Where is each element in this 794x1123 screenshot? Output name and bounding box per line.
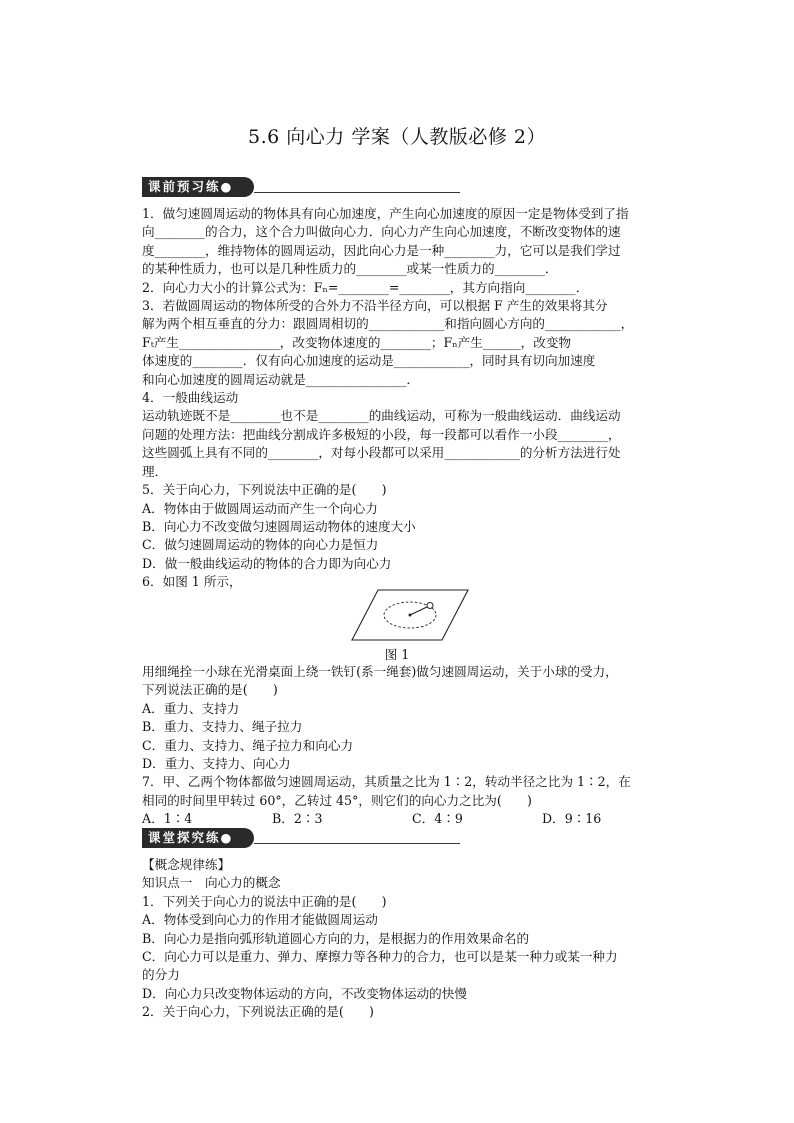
text-line: 6．如图 1 所示， [142,574,242,590]
figure-caption: 图 1 [384,647,410,662]
text-line: 1．做匀速圆周运动的物体具有向心加速度，产生向心加速度的原因一定是物体受到了指 [142,206,629,221]
text-line: 的某种性质力，也可以是几种性质力的________或某一性质力的________． [142,261,558,277]
section-label: 课堂探究练● [142,828,254,848]
text-line: 2．关于向心力，下列说法正确的是( ) [142,1004,374,1020]
text-line: 解为两个相互垂直的分力：跟圆周相切的____________和指向圆心方向的____________， [142,316,634,332]
text-line: 3．若做圆周运动的物体所受的合外力不沿半径方向，可以根据 F 产生的效果将其分 [142,298,608,314]
text-line: 理． [142,463,168,479]
text-line: 【概念规律练】 [142,857,231,872]
text-line: C．重力、支持力、绳子拉力和向心力 [142,737,354,753]
option-a: A．1∶4 [142,811,193,827]
text-line: 7．甲、乙两个物体都做匀速圆周运动，其质量之比为 1∶2，转动半径之比为 1∶2，在 [142,774,631,790]
text-line: 下列说法正确的是( ) [142,682,278,698]
text-line: B．重力、支持力、绳子拉力 [142,719,303,735]
text-line: B．向心力不改变做匀速圆周运动物体的速度大小 [142,518,416,534]
classroom-questions [142,856,682,1022]
text-line: D．重力、支持力、向心力 [142,756,291,772]
text-line: 相同的时间里甲转过 60°，乙转过 45°，则它们的向心力之比为( ) [142,792,532,808]
text-line: 度________，维持物体的圆周运动，因此向心力是一种________力，它可以是我们学过 [142,242,621,258]
text-line: 的分力 [142,967,180,983]
section-divider [254,192,460,193]
ball [427,603,433,609]
text-line: 4．一般曲线运动 [142,390,239,406]
page-title: 5.6 向心力 学案（人教版必修 2） [248,126,546,148]
text-line: Fₜ产生________________，改变物体速度的________；Fₙ产生______，改变物 [142,334,572,350]
text-line: 体速度的________．仅有向心加速度的运动是____________，同时具有切向加速度 [142,353,596,369]
text-line: 5．关于向心力，下列说法中正确的是( ) [142,482,387,498]
section-header-classroom [142,828,460,848]
string-line [410,606,429,615]
text-line: 2．向心力大小的计算公式为：Fₙ=________=________，其方向指向________． [142,279,589,295]
text-line: 这些圆弧上具有不同的________，对每小段都可以采用____________的分析方法进行处 [142,445,621,461]
text-line: C．向心力可以是重力、弹力、摩擦力等各种力的合力，也可以是某一种力或某一种力 [142,949,618,965]
text-line: A．重力、支持力 [142,700,240,716]
nail-point [409,614,412,617]
q7-options [142,810,682,828]
preview-questions-part1 [142,205,682,592]
section-divider [254,843,460,844]
text-line: 运动轨迹既不是________也不是________的曲线运动，可称为一般曲线运动．曲线运动 [142,408,621,424]
text-line: 1．下列关于向心力的说法中正确的是( ) [142,893,387,909]
option-c: C．4∶9 [412,811,463,827]
option-b: B．2∶3 [272,811,323,827]
option-d: D．9∶16 [542,811,602,827]
text-line: 和向心加速度的圆周运动就是________________． [142,371,420,387]
text-line: 问题的处理方法：把曲线分割成许多极短的小段，每一段都可以看作一小段________， [142,426,621,442]
text-line: A．物体由于做圆周运动而产生一个向心力 [142,500,378,516]
section-label: 课前预习练● [142,177,254,197]
preview-questions-part2 [142,663,682,829]
text-line: 知识点一 向心力的概念 [142,875,281,891]
text-line: C．做匀速圆周运动的物体的向心力是恒力 [142,537,379,553]
text-line: D．向心力只改变物体运动的方向，不改变物体运动的快慢 [142,985,467,1001]
section-header-preview [142,177,460,197]
text-line: B．向心力是指向弧形轨道圆心方向的力，是根据力的作用效果命名的 [142,930,530,946]
text-line: D．做一般曲线运动的物体的合力即为向心力 [142,555,392,571]
text-line: 向________的合力，这个合力叫做向心力．向心力产生向心加速度，不断改变物体的速 [142,224,621,240]
text-line: 用细绳拴一小球在光滑桌面上绕一铁钉(系一绳套)做匀速圆周运动，关于小球的受力， [142,664,618,679]
text-line: A．物体受到向心力的作用才能做圆周运动 [142,912,378,928]
